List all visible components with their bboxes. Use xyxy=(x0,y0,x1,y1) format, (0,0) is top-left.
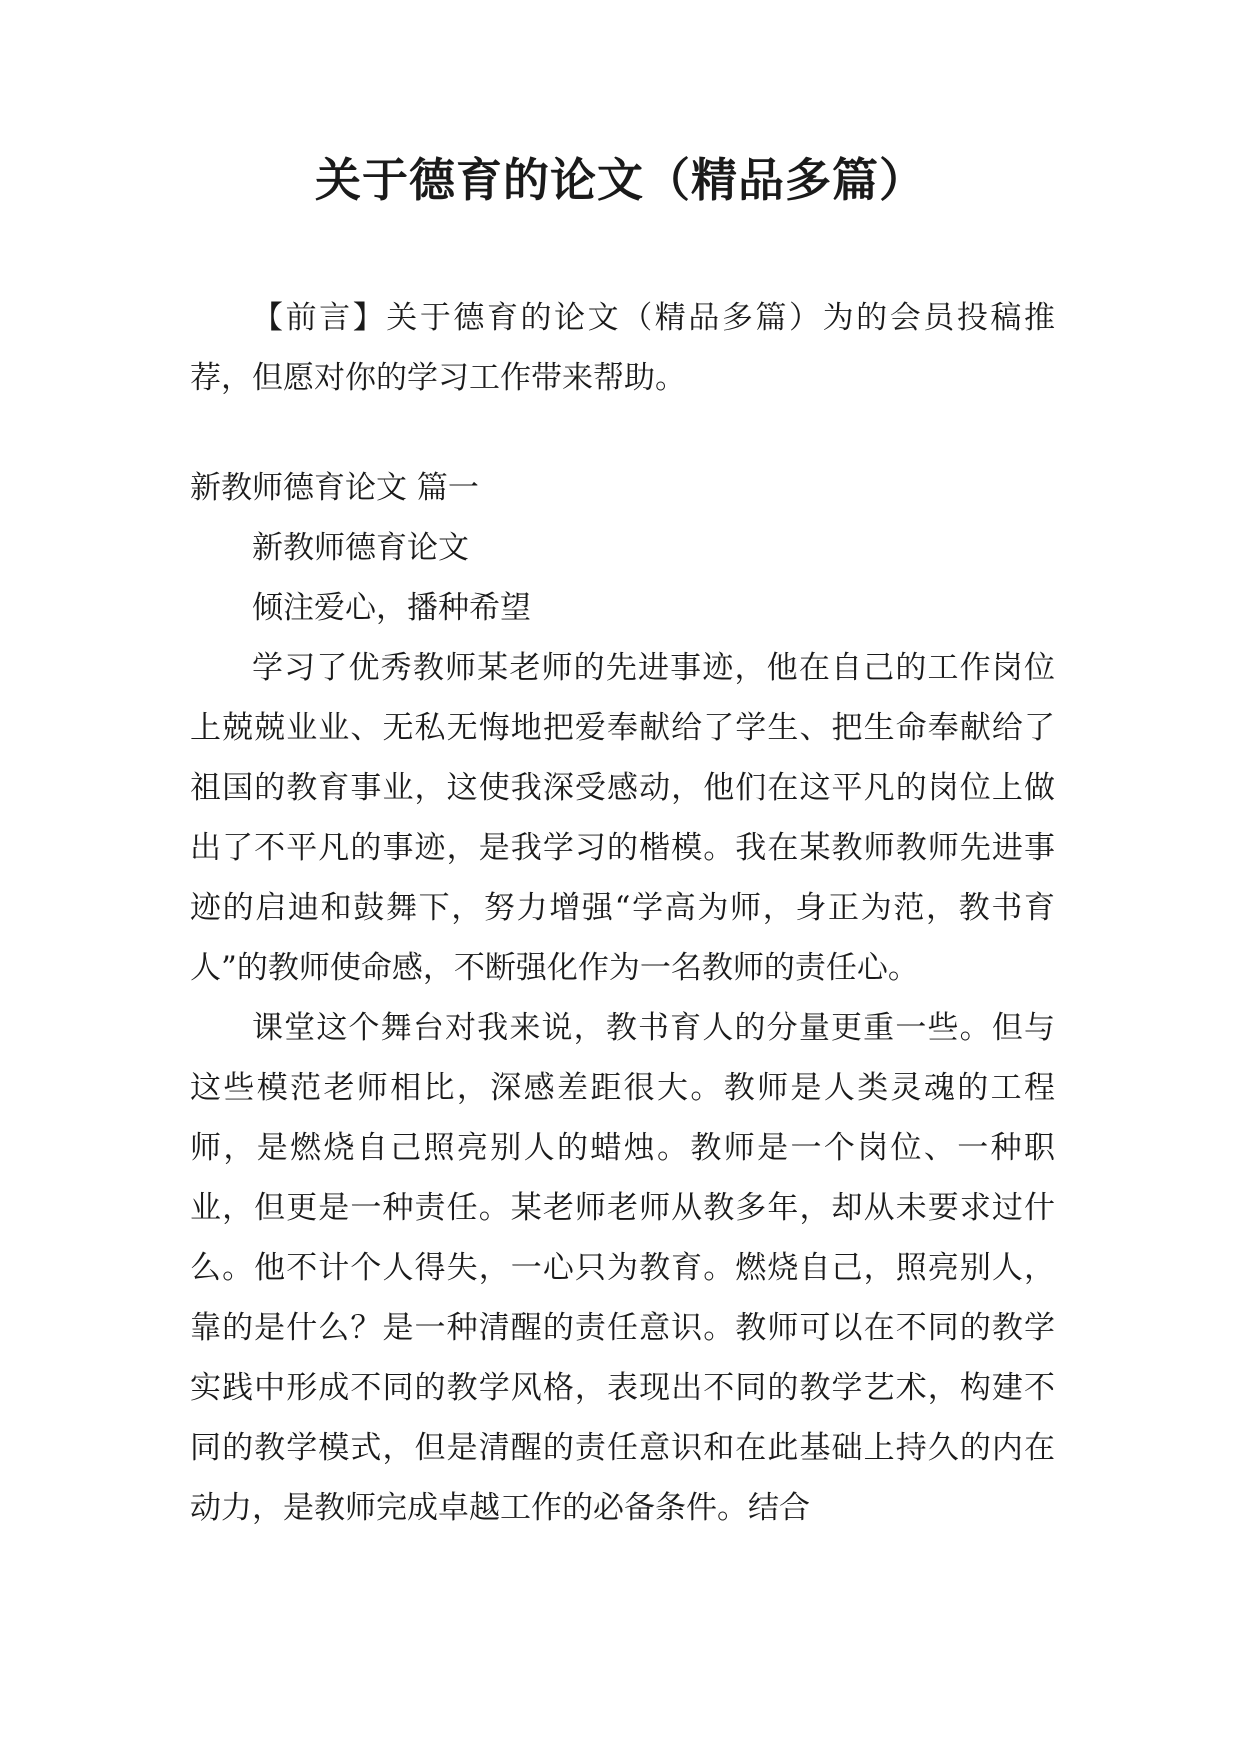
preface-paragraph: 【前言】关于德育的论文（精品多篇）为的会员投稿推荐，但愿对你的学习工作带来帮助。 xyxy=(190,300,1055,396)
section-subtitle: 新教师德育论文 xyxy=(252,530,469,566)
body-paragraph-1: 学习了优秀教师某老师的先进事迹，他在自己的工作岗位上兢兢业业、无私无悔地把爱奉献给了学生、把生命奉献给了祖国的教育事业，这使我深受感动，他们在这平凡的岗位上做出了不平凡的事迹，是我学习的楷模。我在某教师教师先进事迹的启迪和鼓舞下，努力增强“学高为师，身正为范，教书育人”的教师使命感，不断强化作为一名教师的责任心。 xyxy=(190,650,1055,986)
spacer xyxy=(190,408,1055,458)
body-paragraph-2: 课堂这个舞台对我来说，教书育人的分量更重一些。但与这些模范老师相比，深感差距很大。教师是人类灵魂的工程师，是燃烧自己照亮别人的蜡烛。教师是一个岗位、一种职业，但更是一种责任。某老师老师从教多年，却从未要求过什么。他不计个人得失，一心只为教育。燃烧自己，照亮别人，靠的是什么？是一种清醒的责任意识。教师可以在不同的教学实践中形成不同的教学风格，表现出不同的教学艺术，构建不同的教学模式，但是清醒的责任意识和在此基础上持久的内在动力，是教师完成卓越工作的必备条件。结合 xyxy=(190,1010,1055,1526)
section-heading: 新教师德育论文 篇一 xyxy=(190,470,479,506)
section-motto: 倾注爱心，播种希望 xyxy=(252,590,531,626)
document-body xyxy=(190,288,1055,1538)
document-title: 关于德育的论文（精品多篇） xyxy=(315,153,926,207)
